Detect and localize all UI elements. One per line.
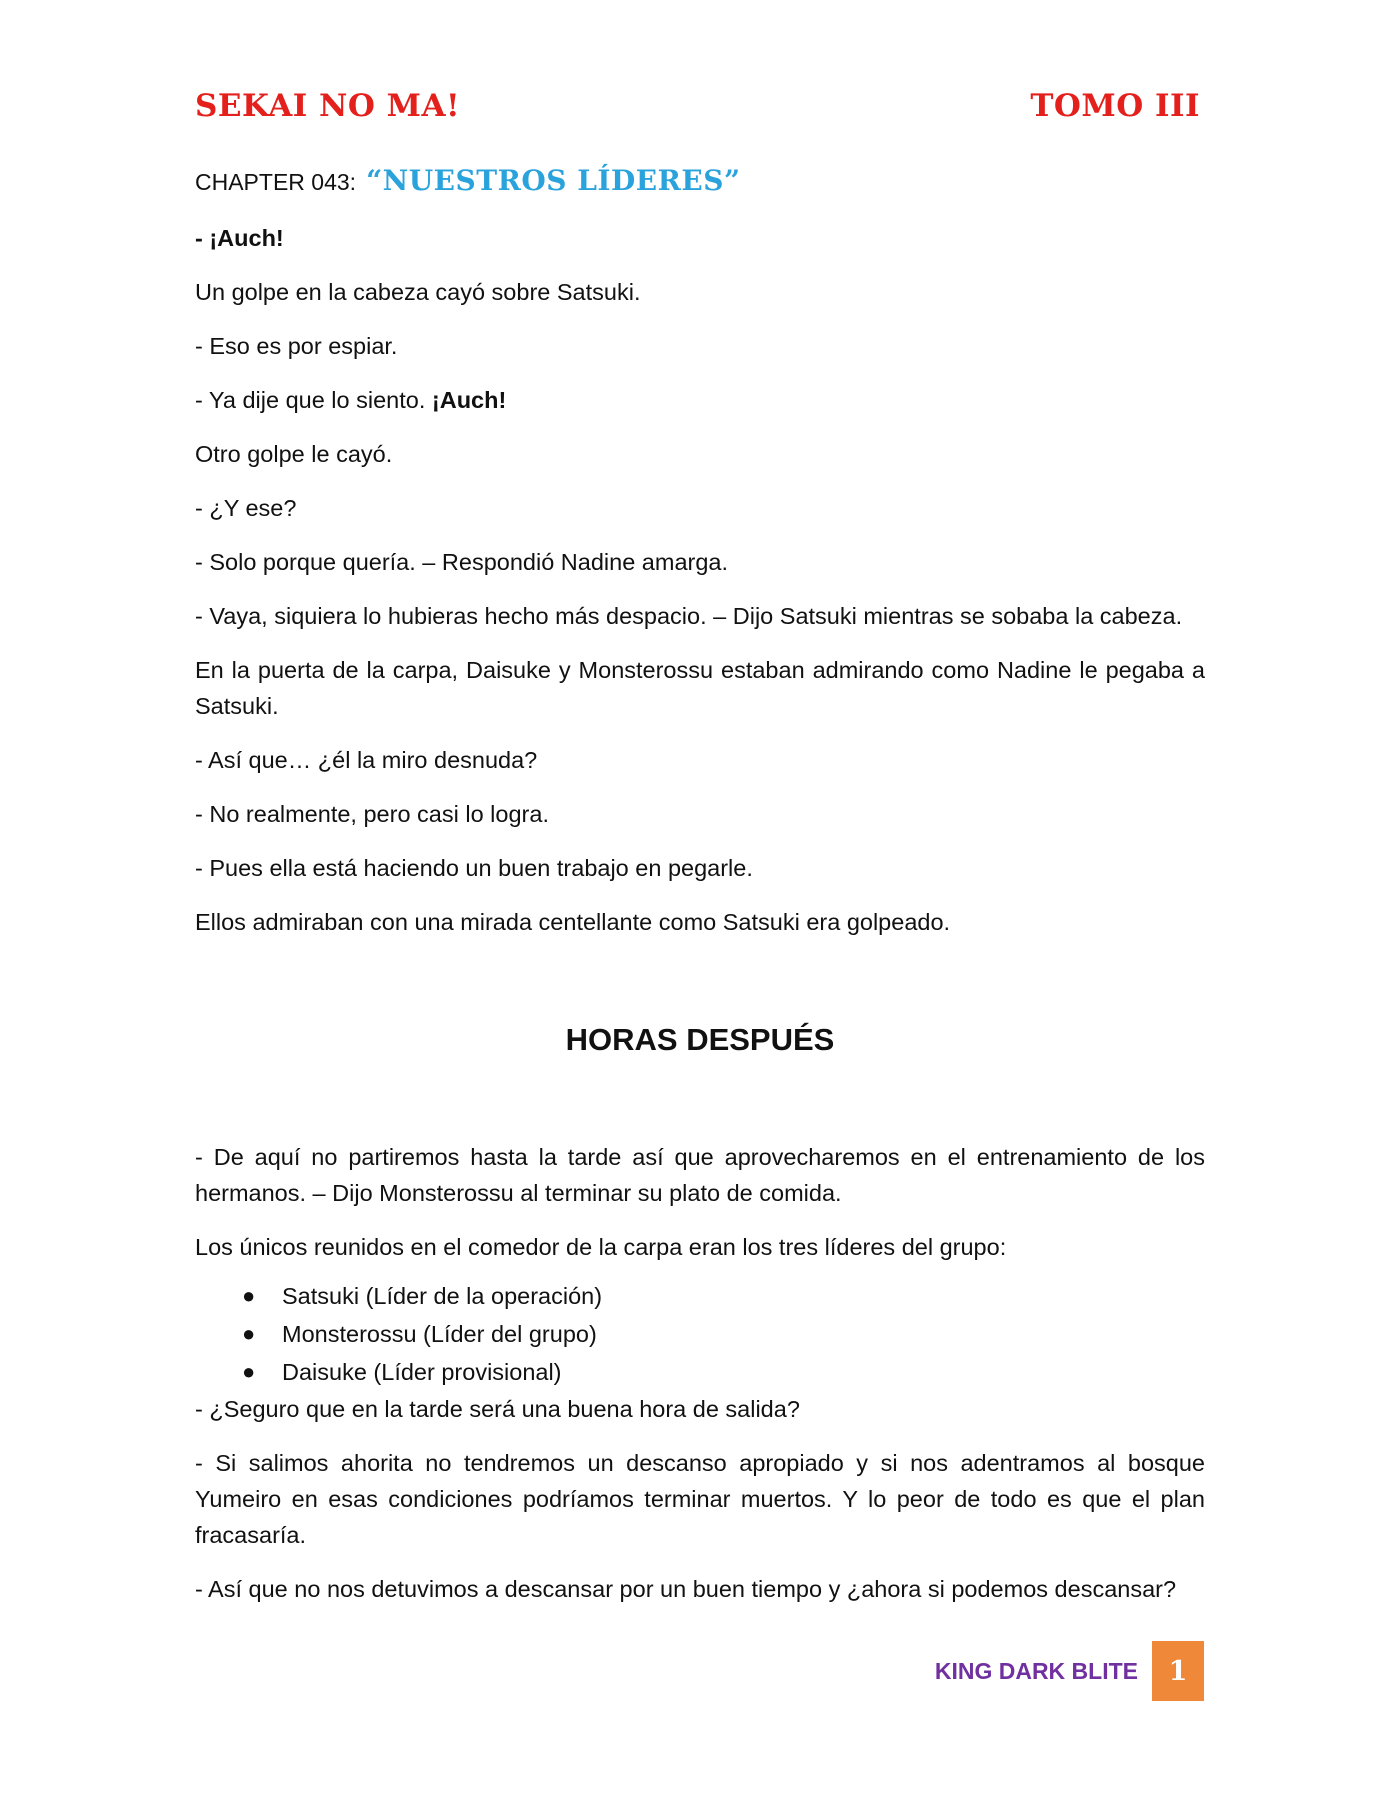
paragraph-text: - Ya dije que lo siento. bbox=[195, 387, 432, 413]
chapter-title: “NUESTROS LÍDERES” bbox=[366, 164, 741, 197]
page-footer bbox=[935, 1641, 1204, 1701]
bullet-icon: ● bbox=[242, 1321, 256, 1346]
book-title: SEKAI NO MA! bbox=[195, 88, 461, 124]
section-title: HORAS DESPUÉS bbox=[565, 1022, 835, 1057]
list-item-text: Daisuke (Líder provisional) bbox=[282, 1359, 562, 1385]
paragraph: Ellos admiraban con una mirada centellante como Satsuki era golpeado. bbox=[195, 909, 951, 935]
paragraph: - ¡Auch! bbox=[195, 225, 284, 251]
list-item-text: Satsuki (Líder de la operación) bbox=[282, 1283, 603, 1309]
paragraph: Otro golpe le cayó. bbox=[195, 441, 393, 467]
leaders-list bbox=[195, 1277, 1205, 1391]
bullet-icon: ● bbox=[242, 1283, 256, 1308]
volume-label: TOMO III bbox=[1030, 88, 1200, 124]
paragraph: - ¿Y ese? bbox=[195, 495, 297, 521]
chapter-label: CHAPTER 043: bbox=[195, 169, 357, 195]
paragraph: - ¿Seguro que en la tarde será una buena hora de salida? bbox=[195, 1396, 800, 1422]
text-block-1 bbox=[195, 220, 1205, 958]
list-item-text: Monsterossu (Líder del grupo) bbox=[282, 1321, 597, 1347]
chapter-heading bbox=[195, 164, 741, 197]
page-number: 1 bbox=[1152, 1641, 1204, 1701]
paragraph: - Así que no nos detuvimos a descansar por un buen tiempo y ¿ahora si podemos descansar? bbox=[195, 1576, 1177, 1602]
paragraph: - Solo porque quería. – Respondió Nadine amarga. bbox=[195, 549, 729, 575]
paragraph: En la puerta de la carpa, Daisuke y Monsterossu estaban admirando como Nadine le pegaba a Satsuki. bbox=[195, 657, 1205, 719]
paragraph: - No realmente, pero casi lo logra. bbox=[195, 801, 549, 827]
bullet-icon: ● bbox=[242, 1359, 256, 1384]
author-name: KING DARK BLITE bbox=[934, 1657, 1138, 1684]
paragraph: Los únicos reunidos en el comedor de la carpa eran los tres líderes del grupo: bbox=[195, 1234, 1007, 1260]
paragraph-emphasis: ¡Auch! bbox=[431, 387, 507, 413]
paragraph: - Si salimos ahorita no tendremos un descanso apropiado y si nos adentramos al bosque Yumeiro en esas condiciones podríamos terminar muertos. Y lo peor de todo es que el plan fracasaría. bbox=[195, 1450, 1205, 1548]
text-block-2 bbox=[195, 1139, 1205, 1625]
paragraph: - Pues ella está haciendo un buen trabajo en pegarle. bbox=[195, 855, 753, 881]
paragraph: Un golpe en la cabeza cayó sobre Satsuki. bbox=[195, 279, 641, 305]
list-item bbox=[242, 1315, 1205, 1353]
list-item bbox=[242, 1277, 1205, 1315]
paragraph: - Eso es por espiar. bbox=[195, 333, 398, 359]
paragraph: - Así que… ¿él la miro desnuda? bbox=[195, 747, 538, 773]
paragraph: - De aquí no partiremos hasta la tarde así que aprovecharemos en el entrenamiento de los hermanos. – Dijo Monsterossu al terminar su plato de comida. bbox=[195, 1144, 1205, 1206]
paragraph: - Vaya, siquiera lo hubieras hecho más despacio. – Dijo Satsuki mientras se sobaba la cabeza. bbox=[195, 603, 1183, 629]
page-header bbox=[195, 88, 1200, 124]
list-item bbox=[242, 1353, 1205, 1391]
paragraph bbox=[195, 382, 1205, 418]
